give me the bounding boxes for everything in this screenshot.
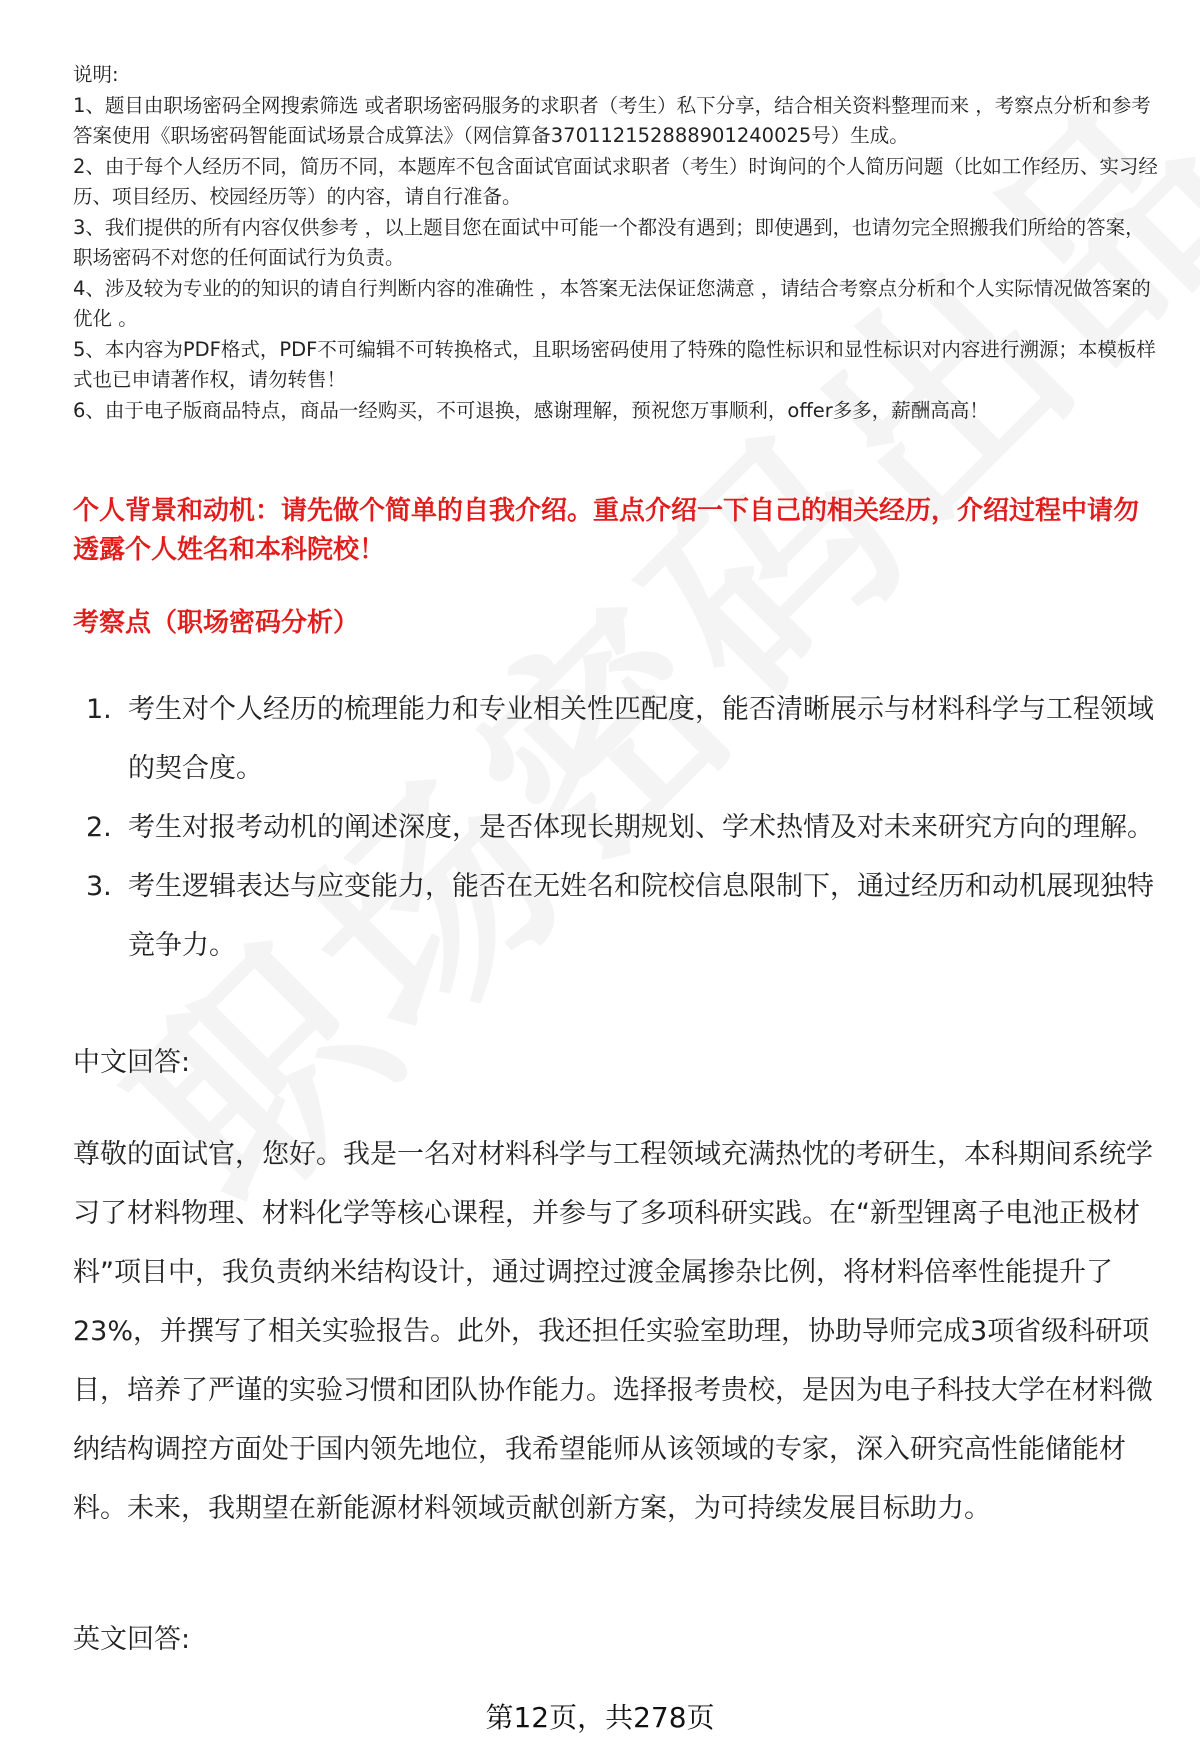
analysis-point bbox=[73, 680, 1158, 798]
chinese-answer-text: 尊敬的面试官，您好。我是一名对材料科学与工程领域充满热忱的考研生，本科期间系统学习了材料物理、材料化学等核心课程，并参与了多项科研实践。在“新型锂离子电池正极材料”项目中，我负责纳米结构设计，通过调控过渡金属掺杂比例，将材料倍率性能提升了23%，并撰写了相关实验报告。此外，我还担任实验室助理，协助导师完成3项省级科研项目，培养了严谨的实验习惯和团队协作能力。选择报考贵校，是因为电子科技大学在材料微纳结构调控方面处于国内领先地位，我希望能师从该领域的专家，深入研究高性能储能材料。未来，我期望在新能源材料领域贡献创新方案，为可持续发展目标助力。 bbox=[73, 1139, 1153, 1524]
analysis-point bbox=[73, 798, 1158, 857]
notes-section bbox=[73, 60, 1158, 426]
english-answer-label: 英文回答: bbox=[73, 1624, 191, 1655]
notes-title: 说明: bbox=[73, 63, 119, 86]
note-item: 3、我们提供的所有内容仅供参考 ，以上题目您在面试中可能一个都没有遇到；即使遇到，也请勿完全照搬我们所给的答案，职场密码不对您的任何面试行为负责。 bbox=[73, 215, 1145, 269]
page-number: 第12页，共278页 bbox=[485, 1701, 715, 1734]
note-item: 6、由于电子版商品特点，商品一经购买，不可退换，感谢理解，预祝您万事顺利，offer多多，薪酬高高！ bbox=[73, 398, 989, 422]
question-heading: 个人背景和动机：请先做个简单的自我介绍。重点介绍一下自己的相关经历，介绍过程中请勿透露个人姓名和本科院校！ bbox=[73, 496, 1140, 565]
analysis-point bbox=[73, 857, 1158, 975]
chinese-answer-label: 中文回答: bbox=[73, 1047, 191, 1078]
point-number: 1. bbox=[86, 694, 112, 725]
point-number: 3. bbox=[86, 871, 112, 902]
point-number: 2. bbox=[86, 812, 112, 843]
note-item: 2、由于每个人经历不同，简历不同，本题库不包含面试官面试求职者（考生）时询问的个人简历问题（比如工作经历、实习经历、项目经历、校园经历等）的内容，请自行准备。 bbox=[73, 154, 1158, 208]
point-text: 考生对个人经历的梳理能力和专业相关性匹配度，能否清晰展示与材料科学与工程领域的契合度。 bbox=[128, 694, 1154, 784]
analysis-points bbox=[73, 680, 1158, 975]
note-item: 4、涉及较为专业的的知识的请自行判断内容的准确性 ，本答案无法保证您满意 ，请结合考察点分析和个人实际情况做答案的优化 。 bbox=[73, 276, 1151, 330]
note-item: 1、题目由职场密码全网搜索筛选 或者职场密码服务的求职者（考生）私下分享，结合相关资料整理而来 ，考察点分析和参考答案使用《职场密码智能面试场景合成算法》（网信算备370112152888901240025号）生成。 bbox=[73, 93, 1151, 147]
point-text: 考生逻辑表达与应变能力，能否在无姓名和院校信息限制下，通过经历和动机展现独特竞争力。 bbox=[128, 871, 1154, 961]
analysis-heading: 考察点（职场密码分析） bbox=[73, 608, 360, 638]
note-item: 5、本内容为PDF格式，PDF不可编辑不可转换格式，且职场密码使用了特殊的隐性标识和显性标识对内容进行溯源；本模板样式也已申请著作权，请勿转售！ bbox=[73, 337, 1156, 391]
point-text: 考生对报考动机的阐述深度，是否体现长期规划、学术热情及对未来研究方向的理解。 bbox=[128, 812, 1154, 843]
